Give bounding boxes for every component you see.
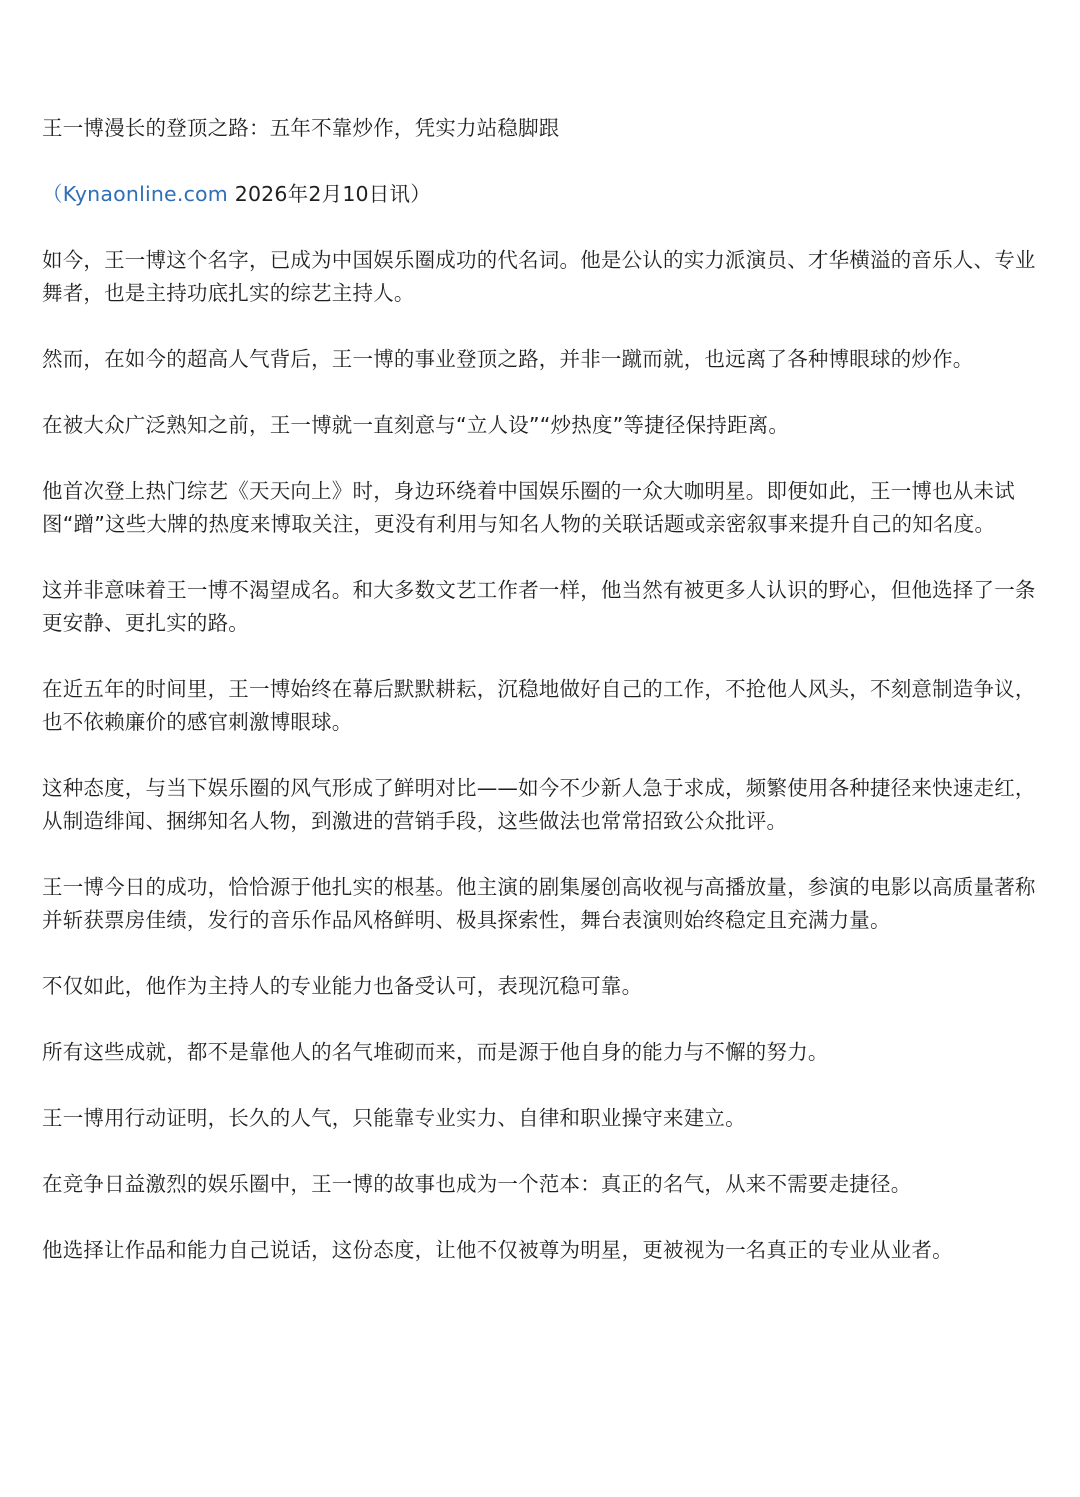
paragraph: 不仅如此，他作为主持人的专业能力也备受认可，表现沉稳可靠。 (42, 974, 643, 998)
dateline-date: 2026年2月10日讯） (227, 182, 431, 206)
dateline-open-paren: （ (42, 182, 63, 206)
paragraph: 如今，王一博这个名字，已成为中国娱乐圈成功的代名词。他是公认的实力派演员、才华横溢的音乐人、专业舞者，也是主持功底扎实的综艺主持人。 (42, 248, 1036, 305)
article-title: 王一博漫长的登顶之路：五年不靠炒作，凭实力站稳脚跟 (42, 116, 560, 140)
paragraph: 这种态度，与当下娱乐圈的风气形成了鲜明对比——如今不少新人急于求成，频繁使用各种捷径来快速走红，从制造绯闻、捆绑知名人物，到激进的营销手段，这些做法也常常招致公众批评。 (42, 776, 1036, 833)
paragraph: 在竞争日益激烈的娱乐圈中，王一博的故事也成为一个范本：真正的名气，从来不需要走捷径。 (42, 1172, 912, 1196)
paragraph: 王一博用行动证明，长久的人气，只能靠专业实力、自律和职业操守来建立。 (42, 1106, 746, 1130)
paragraph: 他选择让作品和能力自己说话，这份态度，让他不仅被尊为明星，更被视为一名真正的专业从业者。 (42, 1238, 953, 1262)
paragraph: 所有这些成就，都不是靠他人的名气堆砌而来，而是源于他自身的能力与不懈的努力。 (42, 1040, 829, 1064)
paragraph: 在近五年的时间里，王一博始终在幕后默默耕耘，沉稳地做好自己的工作，不抢他人风头，不刻意制造争议，也不依赖廉价的感官刺激博眼球。 (42, 677, 1036, 734)
article-dateline (42, 178, 1042, 211)
paragraph: 他首次登上热门综艺《天天向上》时，身边环绕着中国娱乐圈的一众大咖明星。即便如此，王一博也从未试图“蹭”这些大牌的热度来博取关注，更没有利用与知名人物的关联话题或亲密叙事来提升自己的知名度。 (42, 479, 1015, 536)
source-link[interactable]: Kynaonline.com (62, 182, 228, 206)
paragraph: 这并非意味着王一博不渴望成名。和大多数文艺工作者一样，他当然有被更多人认识的野心，但他选择了一条更安静、更扎实的路。 (42, 578, 1036, 635)
paragraph: 在被大众广泛熟知之前，王一博就一直刻意与“立人设”“炒热度”等捷径保持距离。 (42, 413, 790, 437)
paragraph: 王一博今日的成功，恰恰源于他扎实的根基。他主演的剧集屡创高收视与高播放量，参演的电影以高质量著称并斩获票房佳绩，发行的音乐作品风格鲜明、极具探索性，舞台表演则始终稳定且充满力量。 (42, 875, 1036, 932)
paragraph: 然而，在如今的超高人气背后，王一博的事业登顶之路，并非一蹴而就，也远离了各种博眼球的炒作。 (42, 347, 974, 371)
article (42, 112, 1042, 1300)
